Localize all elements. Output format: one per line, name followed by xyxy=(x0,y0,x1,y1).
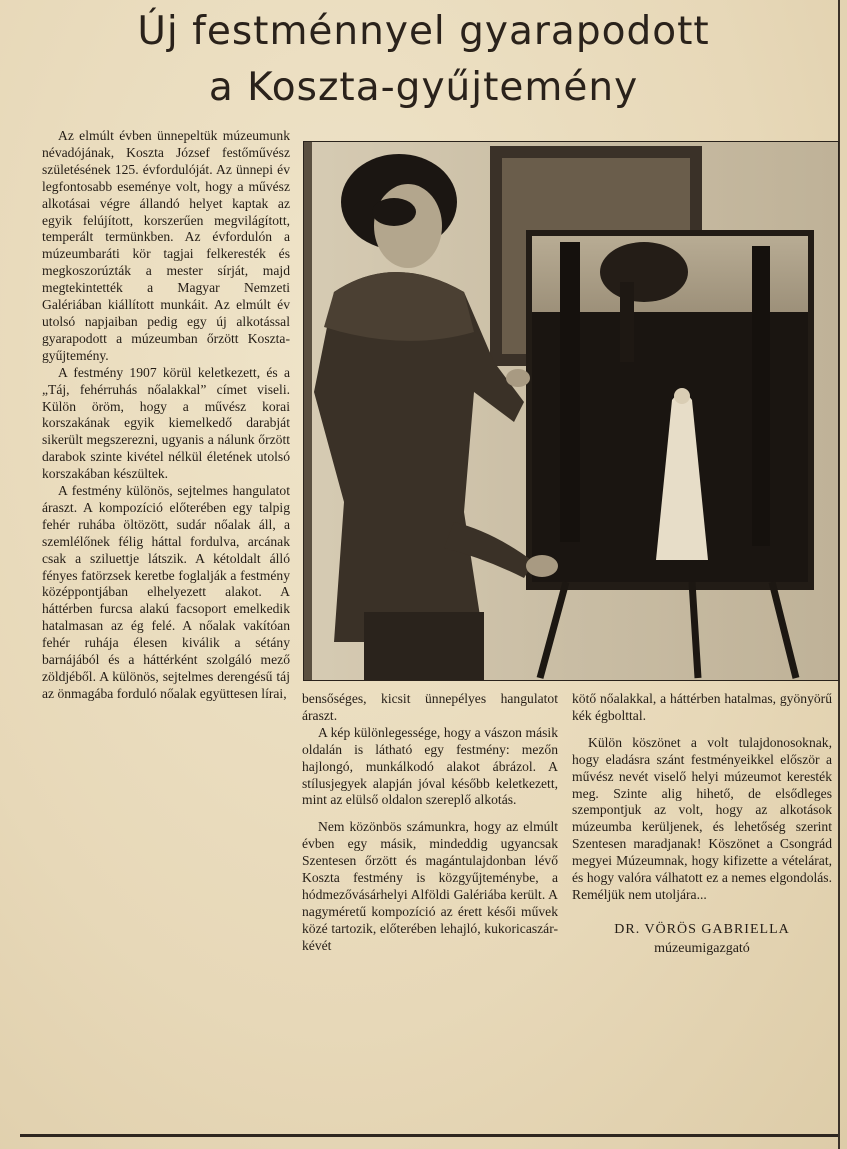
paragraph-intro: Az elmúlt évben ünnepeltük múzeumunk névadójának, Koszta József festőművész születésének 125. évfordulóját. Az ünnepi év legfontosabb eseménye volt, hogy a művész alkotásai végre állandó helyet kaptak az egyik felújított, korszerűen megvilágított, temperált termünkben. Az évfordulón a múzeumbaráti kör tagjai felkeresték és megkoszorúzták a mester sírját, majd megtekintették a Magyar Nemzeti Galériában kiállított munkáit. Az elmúlt év utolsó napjaiban pedig egy új alkotással gyarapodott a múzeumban őrzött Koszta-gyűjtemény. xyxy=(42,128,290,363)
article-photo xyxy=(303,141,839,681)
paragraph-reverse-side: A kép különlegessége, hogy a vászon másik oldalán is látható egy festmény: mezőn hajlongó, munkálkodó alakot ábrázol. A stílusjegyek alapján jóval később keletkezett, mint az elülső oldalon szereplő alkotás. xyxy=(302,724,558,808)
article-column-2 xyxy=(302,691,558,955)
author-role: múzeumigazgató xyxy=(654,940,750,956)
article-column-3 xyxy=(572,691,832,958)
photo-woman-with-painting-icon xyxy=(304,142,838,680)
paragraph-continued-2: kötő nőalakkal, a háttérben hatalmas, gyönyörű kék égbolttal. xyxy=(572,691,832,723)
paragraph-other-painting: Nem közönbös számunkra, hogy az elmúlt évben egy másik, mindeddig ugyancsak Szentesen őrzött és magántulajdonban lévő Koszta festmény is közgyűjteménybe, a hódmezővásárhelyi Alföldi Galériába került. A nagyméretű kompozíció az érett késői művek közé tartozik, előterében lehajló, kukoricaszár-kévét xyxy=(302,819,558,953)
bottom-rule xyxy=(20,1134,838,1137)
headline-line-1: Új festménnyel gyarapodott xyxy=(137,9,710,54)
headline-line-2: a Koszta-gyűjtemény xyxy=(208,65,639,110)
paragraph-painting-origin: A festmény 1907 körül keletkezett, és a „Táj, fehérruhás nőalakkal” címet viseli. Külön öröm, hogy a művész korai korszakának egyik kiemelkedő darabját sikerült megszerezni, ugyanis a nálunk őrzött darabok szinte kivétel nélkül életének utolsó korszakában készültek. xyxy=(42,364,290,482)
paragraph-continued: bensőséges, kicsit ünnepélyes hangulatot áraszt. xyxy=(302,691,558,723)
author-name: DR. VÖRÖS GABRIELLA xyxy=(614,921,790,937)
paragraph-thanks: Külön köszönet a volt tulajdonosoknak, hogy eladásra szánt festményeikkel először a művész nevét viselő helyi múzeumot keresték meg. Szinte alig hihető, de elsődleges szempontjuk az volt, hogy az alkotások múzeumba kerüljenek, és lehetőség szerint Szentesen maradjanak! Köszönet a Csongrád megyei Múzeumnak, hogy kifizette a vételárat, és hogy valóra válhatott ez a nemes elgondolás. Reméljük nem utoljára... xyxy=(572,734,832,902)
article-column-1 xyxy=(42,128,290,703)
paragraph-painting-description: A festmény különös, sejtelmes hangulatot áraszt. A kompozíció előterében egy talpig fehér ruhába öltözött, sudár nőalak áll, a szemlélőnek félig háttal fordulva, arcának csak a sziluettje látszik. A kétoldalt álló fényes fatörzsek keretbe foglalják a festmény középpontjában elhelyezett alakot. A háttérben furcsa alakú facsoport emelkedik hatalmasan az ég felé. A nőalak vakítóan fehér ruhája élesen kiválik a sétány barnájából és a háttérként szolgáló mező zöldjéből. A különös, sejtelmes derengésű táj az önmagába forduló nőalak együttesen lírai, xyxy=(42,483,290,701)
article-headline xyxy=(0,4,847,116)
author-signature xyxy=(572,922,832,958)
